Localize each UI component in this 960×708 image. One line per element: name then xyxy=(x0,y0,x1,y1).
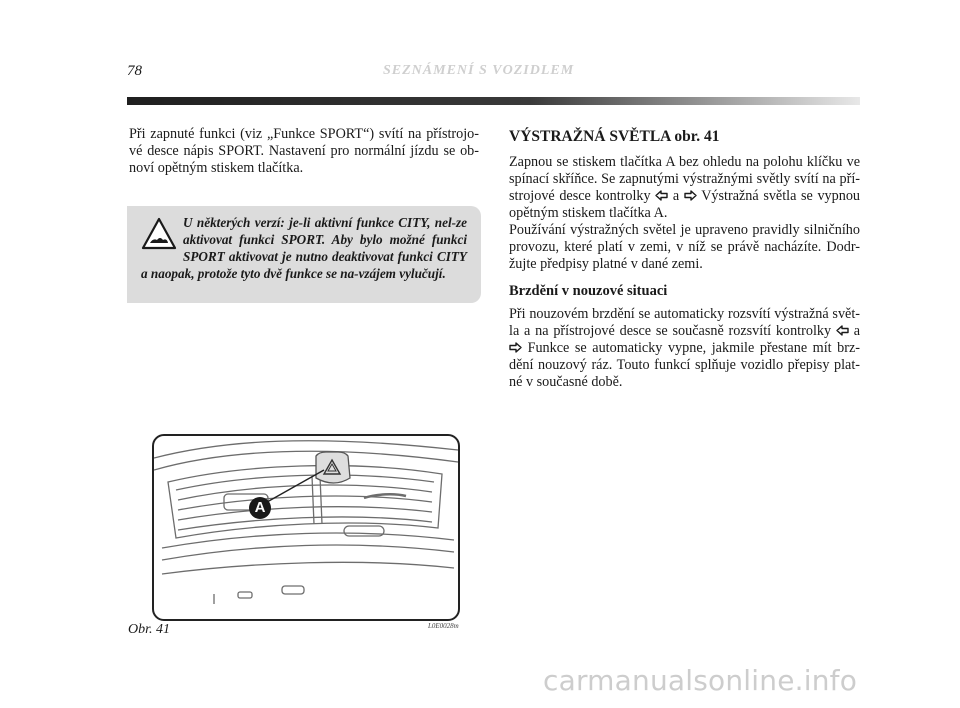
header-rule xyxy=(127,97,860,105)
turn-left-arrow-icon xyxy=(836,325,849,336)
turn-right-arrow-icon xyxy=(684,190,697,201)
figure-caption: Obr. 41 xyxy=(128,622,171,637)
page-number: 78 xyxy=(127,63,142,79)
figure-code: L0E0028m xyxy=(428,622,459,630)
hazard-paragraph-1 xyxy=(509,154,860,222)
right-column xyxy=(509,127,860,391)
p3-text-before: Při nouzovém brzdění se automaticky rozsvítí výstražná svět-la a na přístrojové desce se současně rozsvítí kontrolky xyxy=(509,306,860,339)
section-title: VÝSTRAŽNÁ SVĚTLA obr. 41 xyxy=(509,128,720,145)
running-header: SEZNÁMENÍ S VOZIDLEM xyxy=(383,63,575,78)
watermark: carmanualsonline.info xyxy=(543,664,858,697)
warning-text: U některých verzí: je-li aktivní funkce CITY, nel-ze aktivovat funkci SPORT. Aby bylo možné funkci SPORT aktivovat je nutno deaktivovat funkci CITY a naopak, protože tyto dvě funkce se na-vzájem vylučují. xyxy=(141,215,467,281)
p1-text-after: Výstražná světla se vypnou opětným stiskem tlačítka A. xyxy=(509,188,861,221)
callout-label-a: A xyxy=(254,499,266,516)
p1-text-before: Zapnou se stiskem tlačítka A bez ohledu na polohu klíčku ve spínací skříňce. Se zapnutými výstražnými světly svítí na pří-strojové desce kontrolky xyxy=(509,154,860,204)
p3-text-and: a xyxy=(853,323,861,339)
turn-left-arrow-icon xyxy=(655,190,668,201)
turn-right-arrow-icon xyxy=(509,342,522,353)
intro-paragraph: Při zapnuté funkci (viz „Funkce SPORT“) svítí na přístrojo-vé desce nápis SPORT. Nastavení pro normální jízdu se ob-noví opětným stiskem tlačítka. xyxy=(129,126,479,176)
subsection-title: Brzdění v nouzové situaci xyxy=(509,283,668,299)
figure-illustration xyxy=(152,434,460,621)
emergency-braking-paragraph xyxy=(509,306,860,391)
hazard-paragraph-2: Používání výstražných světel je upraveno pravidly silničního provozu, které platí v zemi, v níž se právě nacházíte. Dodr-žujte předpisy platné v dané zemi. xyxy=(509,222,860,272)
warning-box xyxy=(127,206,481,303)
p1-text-and: a xyxy=(672,188,680,204)
p3-text-after: Funkce se automaticky vypne, jakmile přestane mít brz-dění nouzový ráz. Touto funkcí splňuje vozidlo přepisy plat-né v současné době. xyxy=(509,340,860,390)
